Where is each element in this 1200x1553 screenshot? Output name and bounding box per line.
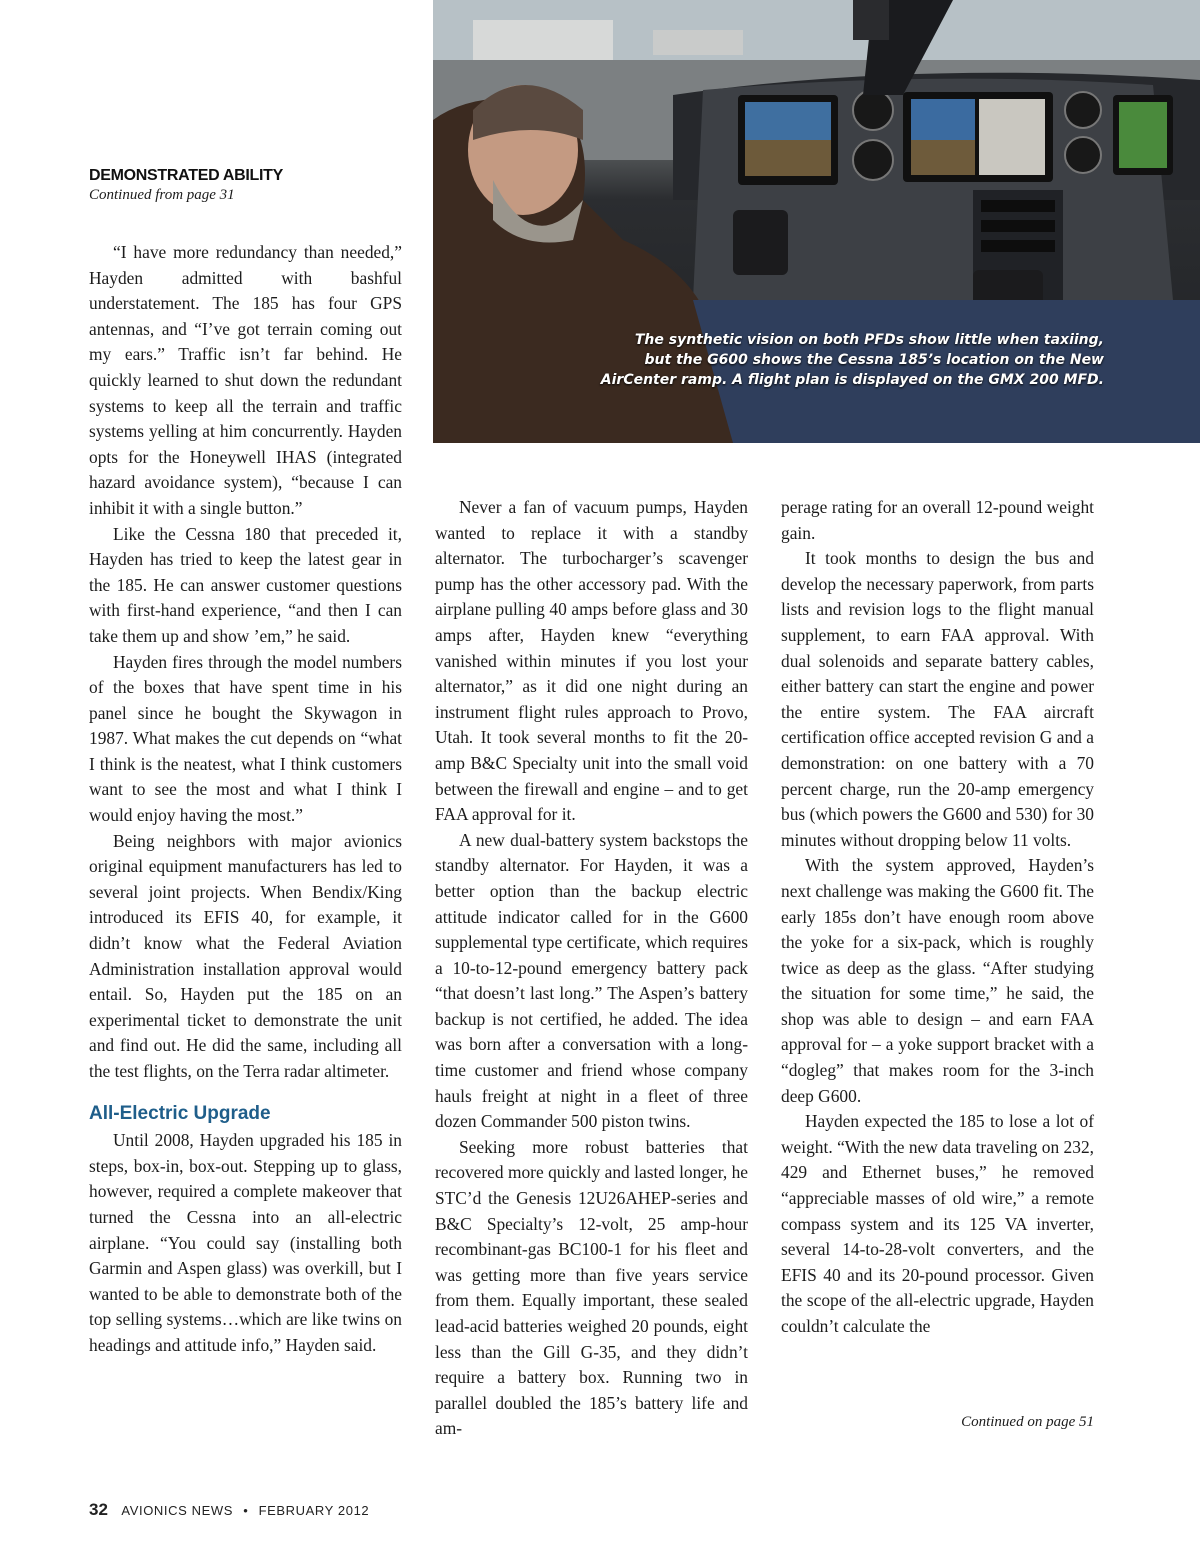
paragraph: Never a fan of vacuum pumps, Hayden wanted to replace it with a standby alternator. The turbocharger’s scavenger pump has the other accessory pad. With the airplane pulling 40 amps before glass and 30 amps after, Hayden knew “everything vanished within minutes if you lost your alternator,” as it did one night during an instrument flight rules approach to Provo, Utah. It took several months to fit the 20-amp B&C Specialty unit into the small void between the firewall and engine – and to get FAA approval for it.	[435, 497, 748, 825]
text-column-2	[435, 495, 748, 1442]
article-kicker: DEMONSTRATED ABILITY	[89, 167, 283, 184]
continued-from-note: Continued from page 31	[89, 187, 235, 203]
paragraph: Until 2008, Hayden upgraded his 185 in steps, box-in, box-out. Stepping up to glass, however, required a complete makeover that turned the Cessna into an all-electric airplane. “You could say (installing both Garmin and Aspen glass) was overkill, but I wanted to be able to demonstrate both of the top selling systems…which are like twins on headings and attitude info,” Hayden said.	[89, 1130, 402, 1355]
photo-caption	[584, 330, 1104, 390]
paragraph: A new dual-battery system backstops the standby alternator. For Hayden, it was a better option than the backup electric attitude indicator called for in the G600 supplemental type certificate, which requires a 10-to-12-pound emergency battery pack “that doesn’t last long.” The Aspen’s battery backup is not certified, he added. The idea was born after a conversation with a long-time customer and friend whose company hauls freight at night in a fleet of three dozen Commander 500 piston twins.	[435, 829, 748, 1132]
page-footer	[89, 1500, 369, 1520]
paragraph: Seeking more robust batteries that recovered more quickly and lasted longer, he STC’d the Genesis 12U26AHEP-series and B&C Specialty’s 12-volt, 25 amp-hour recombinant-gas BC100-1 for his fleet and was getting more than five years service from them. Equally important, these sealed lead-acid batteries weighed 20 pounds, eight less than the Gill G-35, and they didn’t require a battery box. Running two in parallel doubled the 185’s battery life and am-	[435, 1136, 748, 1439]
issue-date: FEBRUARY 2012	[258, 1503, 370, 1518]
paragraph: Hayden fires through the model numbers of the boxes that have spent time in his panel since he bought the Skywagon in 1987. What makes the cut depends on “what I think is the neatest, what I think customers want to see the most and what I think I would enjoy having the most.”	[89, 651, 402, 826]
caption-line: AirCenter ramp. A flight plan is displayed on the GMX 200 MFD.	[600, 372, 1104, 388]
paragraph: perage rating for an overall 12-pound weight gain.	[781, 497, 1094, 543]
paragraph: Being neighbors with major avionics original equipment manufacturers has led to several joint projects. When Bendix/King introduced its EFIS 40, for example, it didn’t know what the Federal Aviation Administration installation approval would entail. So, Hayden put the 185 on an experimental ticket to demonstrate the unit and find out. He did the same, including all the test flights, on the Terra radar altimeter.	[89, 830, 402, 1081]
paragraph: “I have more redundancy than needed,” Hayden admitted with bashful understatement. The 185 has four GPS antennas, and “I’ve got terrain coming out my ears.” Traffic isn’t far behind. He quickly learned to shut down the redundant systems to keep all the terrain and traffic systems yelling at him concurrently. Hayden opts for the Honeywell IHAS (integrated hazard avoidance system), “because I can inhibit it with a single button.”	[89, 242, 402, 518]
paragraph: Hayden expected the 185 to lose a lot of weight. “With the new data traveling on 232, 429 and Ethernet buses,” he removed “appreciable masses of old wire,” a remote compass system and its 125 VA inverter, several 14-to-28-volt converters, and the EFIS 40 and its 20-pound processor. Given the scope of the all-electric upgrade, Hayden couldn’t calculate the	[781, 1111, 1094, 1336]
caption-line: The synthetic vision on both PFDs show little when taxiing,	[634, 332, 1104, 348]
caption-line: but the G600 shows the Cessna 185’s location on the New	[644, 352, 1104, 368]
paragraph: It took months to design the bus and develop the necessary paperwork, from parts lists and revision logs to the flight manual supplement, to earn FAA approval. With dual solenoids and separate battery cables, either battery can start the engine and power the entire system. The FAA aircraft certification office accepted revision G and a demonstration: on one battery with a 70 percent charge, run the 20-amp emergency bus (which powers the G600 and 530) for 30 minutes without dropping below 11 volts.	[781, 548, 1094, 850]
paragraph: With the system approved, Hayden’s next challenge was making the G600 fit. The early 185s don’t have enough room above the yoke for a six-pack, which is roughly twice as deep as the glass. “After studying the situation for some time,” he said, the shop was able to design – and earn FAA approval for – a yoke support bracket with a “dogleg” that makes room for the 3-inch deep G600.	[781, 855, 1094, 1106]
text-column-3	[781, 495, 1094, 1340]
page-number: 32	[89, 1500, 108, 1519]
text-column-1	[89, 240, 402, 1359]
publication-name: AVIONICS NEWS	[121, 1503, 233, 1518]
paragraph: Like the Cessna 180 that preceded it, Hayden has tried to keep the latest gear in the 185. He can answer customer questions with first-hand experience, “and then I can take them up and show ’em,” he said.	[89, 523, 402, 646]
footer-separator: •	[243, 1503, 249, 1518]
continued-on-note: Continued on page 51	[961, 1414, 1094, 1430]
section-subhead: All-Electric Upgrade	[89, 1102, 271, 1124]
cockpit-photo	[433, 0, 1200, 443]
